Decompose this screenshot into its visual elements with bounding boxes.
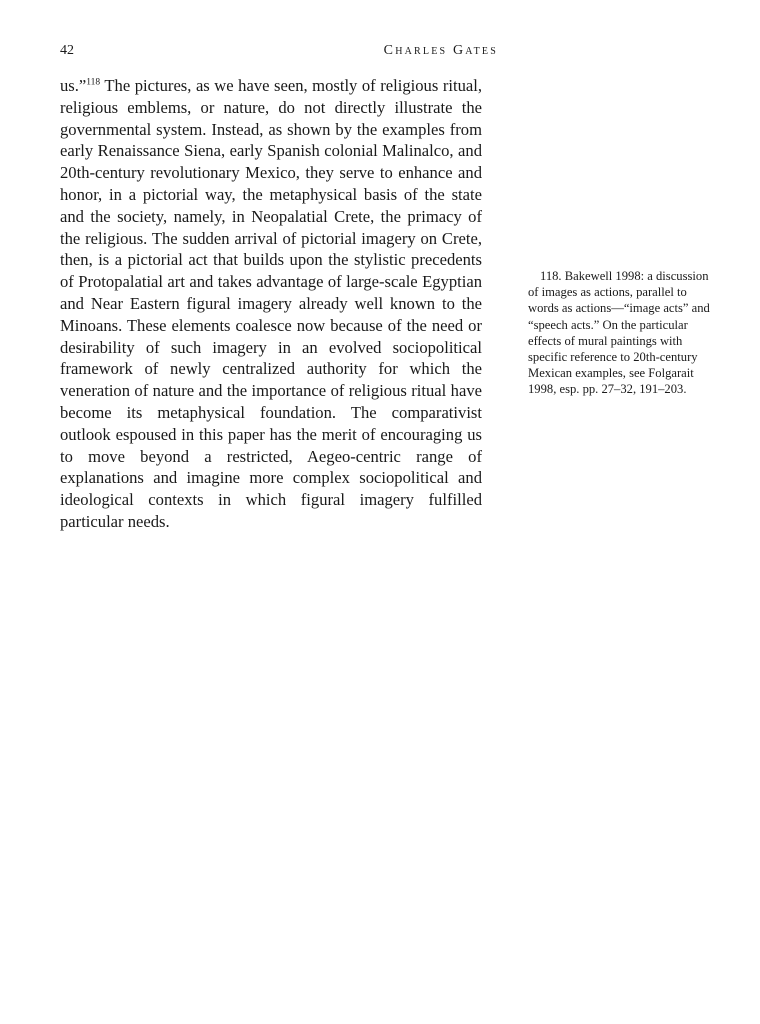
page-number: 42 bbox=[60, 43, 74, 58]
running-head-author: Charles Gates bbox=[383, 43, 498, 58]
footnote-number: 118. bbox=[540, 269, 562, 283]
footnote-reference-118[interactable]: 118 bbox=[86, 77, 101, 88]
body-lead: us.” bbox=[60, 76, 87, 95]
footnote-text: Bakewell 1998: a discussion of images as actions, parallel to words as actions—“image acts” and “speech acts.” On the particular effects of mural paintings with specific reference to 20th-century Mexican examples, see Folgarait 1998, esp. pp. 27–32, 191–203. bbox=[528, 269, 710, 397]
running-head bbox=[60, 40, 498, 62]
body-paragraph bbox=[60, 75, 482, 533]
body-text: The pictures, as we have seen, mostly of religious ritual, religious emblems, or nature, do not directly illustrate the governmental system. Instead, as shown by the examples from early Renaissance Siena, early Spanish colonial Malinalco, and 20th-century revolutionary Mexico, they serve to enhance and honor, in a pictorial way, the metaphysical basis of the state and the society, namely, in Neopalatial Crete, the primacy of the religious. The sudden arrival of pictorial imagery on Crete, then, is a pictorial act that builds upon the stylistic precedents of Protopalatial art and takes advantage of large-scale Egyptian and Near Eastern figural imagery already well known to the Minoans. These elements coalesce now because of the need or desirability of such imagery in an evolved sociopolitical framework of newly centralized authority for which the veneration of nature and the importance of religious ritual have become its metaphysical foundation. The comparativist outlook espoused in this paper has the merit of encouraging us to move beyond a restricted, Aegeo-centric range of explanations and imagine more complex sociopolitical and ideological contexts in which figural imagery fulfilled particular needs. bbox=[60, 76, 482, 531]
footnote-118 bbox=[528, 268, 710, 398]
